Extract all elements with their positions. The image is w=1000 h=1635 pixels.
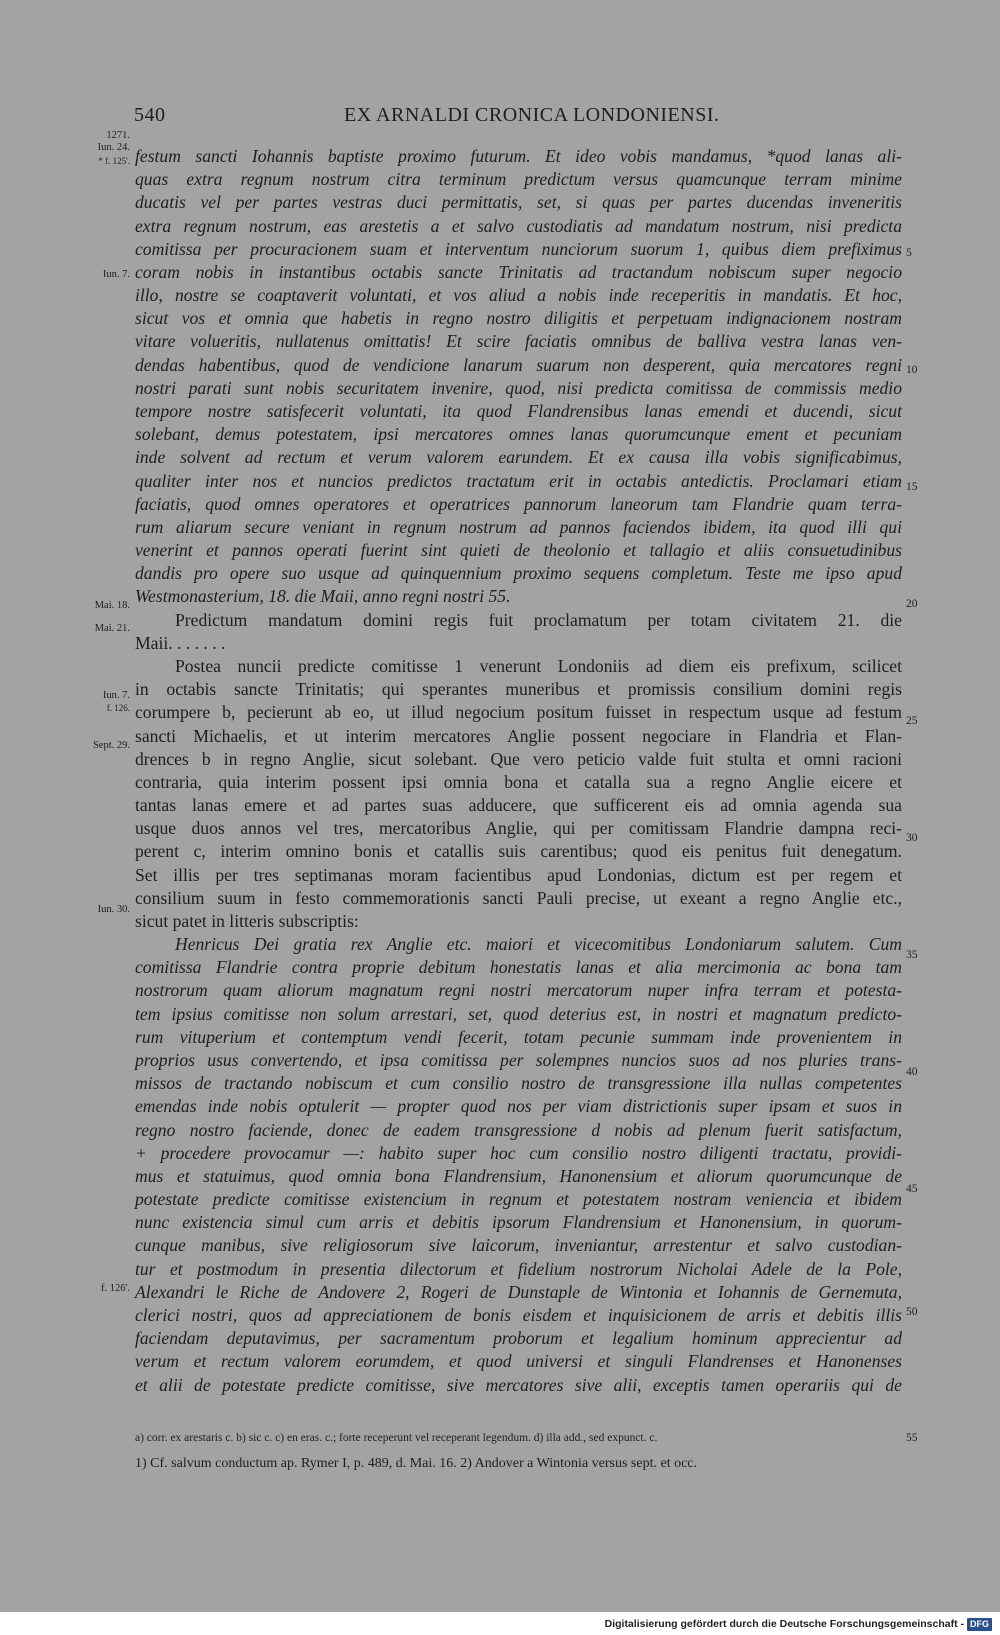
text-line: coram nobis in instantibus octabis sancte Trinitatis ad tractandum nobiscum super negocio	[135, 261, 902, 282]
text-line: nunc existencia simul cum arris et debitis ipsorum Flandrensium et Hanonensium, in quorum-	[135, 1212, 902, 1233]
text-line: cunque manibus, sive religiosorum sive laicorum, inveniantur, arrestentur et salvo custodian-	[135, 1235, 902, 1256]
text-line: inde solvent ad rectum et verum valorem earundem. Et ex causa illa vobis significabimus,	[135, 447, 902, 468]
text-line: qualiter inter nos et nuncios predictos tractatum erit in octabis antedictis. Proclamari etiam	[135, 470, 902, 491]
text-line: Predictum mandatum domini regis fuit proclamatum per totam civitatem 21. die	[175, 609, 902, 630]
text-line: comitissa per procuracionem suam et interventum nunciorum suorum 1, quibus diem prefiximus	[135, 238, 902, 259]
running-title: EX ARNALDI CRONICA LONDONIENSI.	[344, 104, 720, 126]
text-line: tur et postmodum in presentia dilectorum et fidelium nostrorum Nicholai Adele de la Pole,	[135, 1258, 902, 1279]
text-line: verum et rectum valorem eorumdem, et quod universi et singuli Flandrenses et Hanonenses	[135, 1351, 902, 1372]
text-line: Alexandri le Riche de Andovere 2, Rogeri de Dunstaple de Wintonia et Iohannis de Gernemuta,	[135, 1281, 902, 1302]
line-number: 45	[906, 1183, 918, 1195]
digitization-credit	[605, 1617, 992, 1631]
margin-date: Iun. 7.	[102, 269, 130, 280]
text-line: faciendam deputavimus, per sacramentum proborum et legalium hominum apprecientur ad	[135, 1328, 902, 1349]
line-number: 35	[906, 949, 918, 961]
text-line: et alii de potestate predicte comitisse, sive mercatores sive alii, exceptis tamen operariis qui de	[135, 1374, 902, 1395]
text-line: mus et statuimus, quod omnia bona Flandrensium, Hanonensium et aliorum quorumcunque de	[135, 1165, 902, 1186]
line-number: 30	[906, 832, 918, 844]
text-line: missos de tractando nobiscum et cum consilio nostro de transgressione illa nullas competentes	[135, 1073, 902, 1094]
text-line: vitare volueritis, nullatenus omittatis! Et scire faciatis omnibus de balliva vestra lanas ven-	[135, 331, 902, 352]
margin-date: Sept. 29.	[92, 740, 130, 751]
text-line: tempore nostre satisfecerit voluntati, ita quod Flandrensibus lanas emendi et ducendi, sicut	[135, 400, 902, 421]
text-line: regno nostro faciende, donec de eadem transgressione d nobis ad plenum fuerit satisfactum,	[135, 1119, 902, 1140]
line-number: 10	[906, 364, 918, 376]
text-line: solebant, demus potestatem, ipsi mercatores omnes lanas quorumcunque ement et pecuniam	[135, 424, 902, 445]
text-line: tantas lanas emere et ad partes suas adducere, que sufficerent eis ad omnia agenda sua	[135, 795, 902, 816]
text-line: extra regnum nostrum, eas arestetis a et salvo custodiatis ad mandatum nostrum, nisi predicta	[135, 215, 902, 236]
text-line: festum sancti Iohannis baptiste proximo futurum. Et ideo vobis mandamus, *quod lanas ali-	[135, 146, 902, 166]
margin-date: Mai. 18.	[94, 600, 130, 611]
credit-text: Digitalisierung gefördert durch die Deutsche Forschungsgemeinschaft -	[604, 1618, 964, 1630]
text-line: Maii. . . . . . .	[135, 632, 226, 653]
text-line: comitissa Flandrie contra proprie debitum honestatis lanas et alia mercimonia ac bona tam	[135, 957, 902, 978]
text-line: sicut vos et omnia que habetis in regno nostro diligitis et perpetuam indignacionem nostram	[135, 308, 902, 329]
text-line: usque duos annos vel tres, mercatoribus Anglie, qui per comitissam Flandrie dampna reci-	[135, 818, 902, 839]
line-number: 40	[906, 1066, 918, 1078]
margin-folio: f. 126'.	[100, 1283, 130, 1294]
text-line: Henricus Dei gratia rex Anglie etc. maiori et vicecomitibus Londoniarum salutem. Cum	[175, 934, 902, 955]
margin-date: Iun. 24.	[97, 142, 130, 153]
text-line: ducatis vel per partes vestras duci permittatis, set, si quas per partes ducendas inveneritis	[135, 192, 902, 213]
text-line: proprios usus convertendo, et ipsa comitissa per solempnes nuncios suos ad nos pluries trans-	[135, 1050, 902, 1071]
text-line: quas extra regnum nostrum citra terminum predictum versus quamcunque terram minime	[135, 169, 902, 190]
page-number: 540	[134, 104, 166, 126]
text-line: dandis pro opere suo usque ad quinquennium proximo sequens completum. Teste me ipso apud	[135, 563, 902, 584]
line-number: 15	[906, 481, 918, 493]
margin-date: Mai. 21.	[94, 623, 130, 634]
text-line: dendas habentibus, quod de vendicione lanarum suarum non desperent, quia mercatores regni	[135, 354, 902, 375]
footnote-letters: a) corr. ex arestaris c. b) sic c. c) en eras. c.; forte receperunt vel receperant legendum. d) illa add., sed expunct. c.	[135, 1432, 658, 1444]
text-line: Set illis per tres septimanas moram facientibus apud Londonias, dictum est per regem et	[135, 864, 902, 885]
text-line: Postea nuncii predicte comitisse 1 venerunt Londoniis ad diem eis prefixum, scilicet	[175, 655, 902, 676]
margin-date: Iun. 7.	[102, 690, 130, 701]
text-line: illo, nostre se coaptaverit voluntati, et vos aliud a nobis inde receperitis in mandatis. Et hoc,	[135, 285, 902, 306]
line-number: 5	[906, 247, 912, 259]
text-line: + procedere provocamur —: habito super hoc cum consilio nostro diligenti tractatu, providi-	[135, 1142, 902, 1163]
text-line: emendas inde nobis optulerit — propter quod nos per viam districtionis super ipsam et suos in	[135, 1096, 902, 1117]
text-line: consilium suum in festo commemorationis sancti Pauli precise, ut exeant a regno Anglie etc.,	[135, 887, 902, 908]
margin-date: Iun. 30.	[97, 904, 130, 915]
page-header	[134, 104, 904, 130]
dfg-logo: DFG	[967, 1618, 992, 1631]
line-number: 20	[906, 598, 918, 610]
text-line: clerici nostri, quos ad appreciationem de bonis eisdem et inquisicionem de arris et debitis illis	[135, 1305, 902, 1325]
text-line: sicut patet in litteris subscriptis:	[135, 910, 359, 931]
margin-year: 1271.	[106, 130, 130, 141]
margin-folio: f. 126.	[106, 703, 130, 713]
text-line: rum aliarum secure veniant in regnum nostrum ad pannos faciendos ibidem, ita quod illi qui	[135, 516, 902, 537]
text-line: perent c, interim omnino bonis et catallis suis carentibus; quod eis penitus fuit denegatum.	[135, 841, 902, 862]
text-line: venerint et pannos operati fuerint sint quieti de theolonio et tallagio et aliis consuetudinibus	[135, 540, 902, 561]
text-line: in octabis sancte Trinitatis; qui sperantes muneribus et promissis consilium domini regis	[135, 679, 902, 700]
text-line: corumpere b, pecierunt ab eo, ut illud negocium positum fuisset in respectum usque ad festum	[135, 702, 902, 723]
margin-folio: * f. 125'.	[98, 156, 130, 166]
text-line: nostri parati sunt nobis securitatem invenire, quod, nisi predicta comitissa de commissis medio	[135, 377, 902, 398]
footnote-numbered: 1) Cf. salvum conductum ap. Rymer I, p. 489, d. Mai. 16. 2) Andover a Wintonia versus sept. et occ.	[135, 1456, 698, 1471]
line-number: 25	[906, 715, 918, 727]
text-line: contraria, quia interim possent ipsi omnia bona et catalla sua a regno Anglie eicere et	[135, 771, 902, 792]
text-line: Westmonasterium, 18. die Maii, anno regni nostri 55.	[135, 586, 511, 607]
text-line: tem ipsius comitisse non solum arrestari, set, quod deterius est, in nostri et magnatum predicto-	[135, 1003, 902, 1024]
text-line: sancti Michaelis, et ut interim mercatores Anglie possent negociare in Flandria et Flan-	[135, 725, 902, 746]
text-line: rum vituperium et contemptum vendi fecerit, totam pecunie summam inde provenientem in	[135, 1026, 902, 1047]
line-number: 50	[906, 1306, 918, 1318]
text-line: faciatis, quod omnes operatores et operatrices pannorum laneorum tam Flandrie quam terra-	[135, 493, 902, 514]
text-line: potestate predicte comitisse existencium in regnum et potestatem nostram veniencia et ibidem	[135, 1189, 902, 1210]
text-line: nostrorum quam aliorum magnatum regni nostri mercatorum nuper infra terram et potesta-	[135, 980, 902, 1001]
line-number: 55	[906, 1432, 918, 1444]
text-line: drences b in regno Anglie, sicut solebant. Que vero peticio valde fuit stulta et omni racioni	[135, 748, 902, 769]
